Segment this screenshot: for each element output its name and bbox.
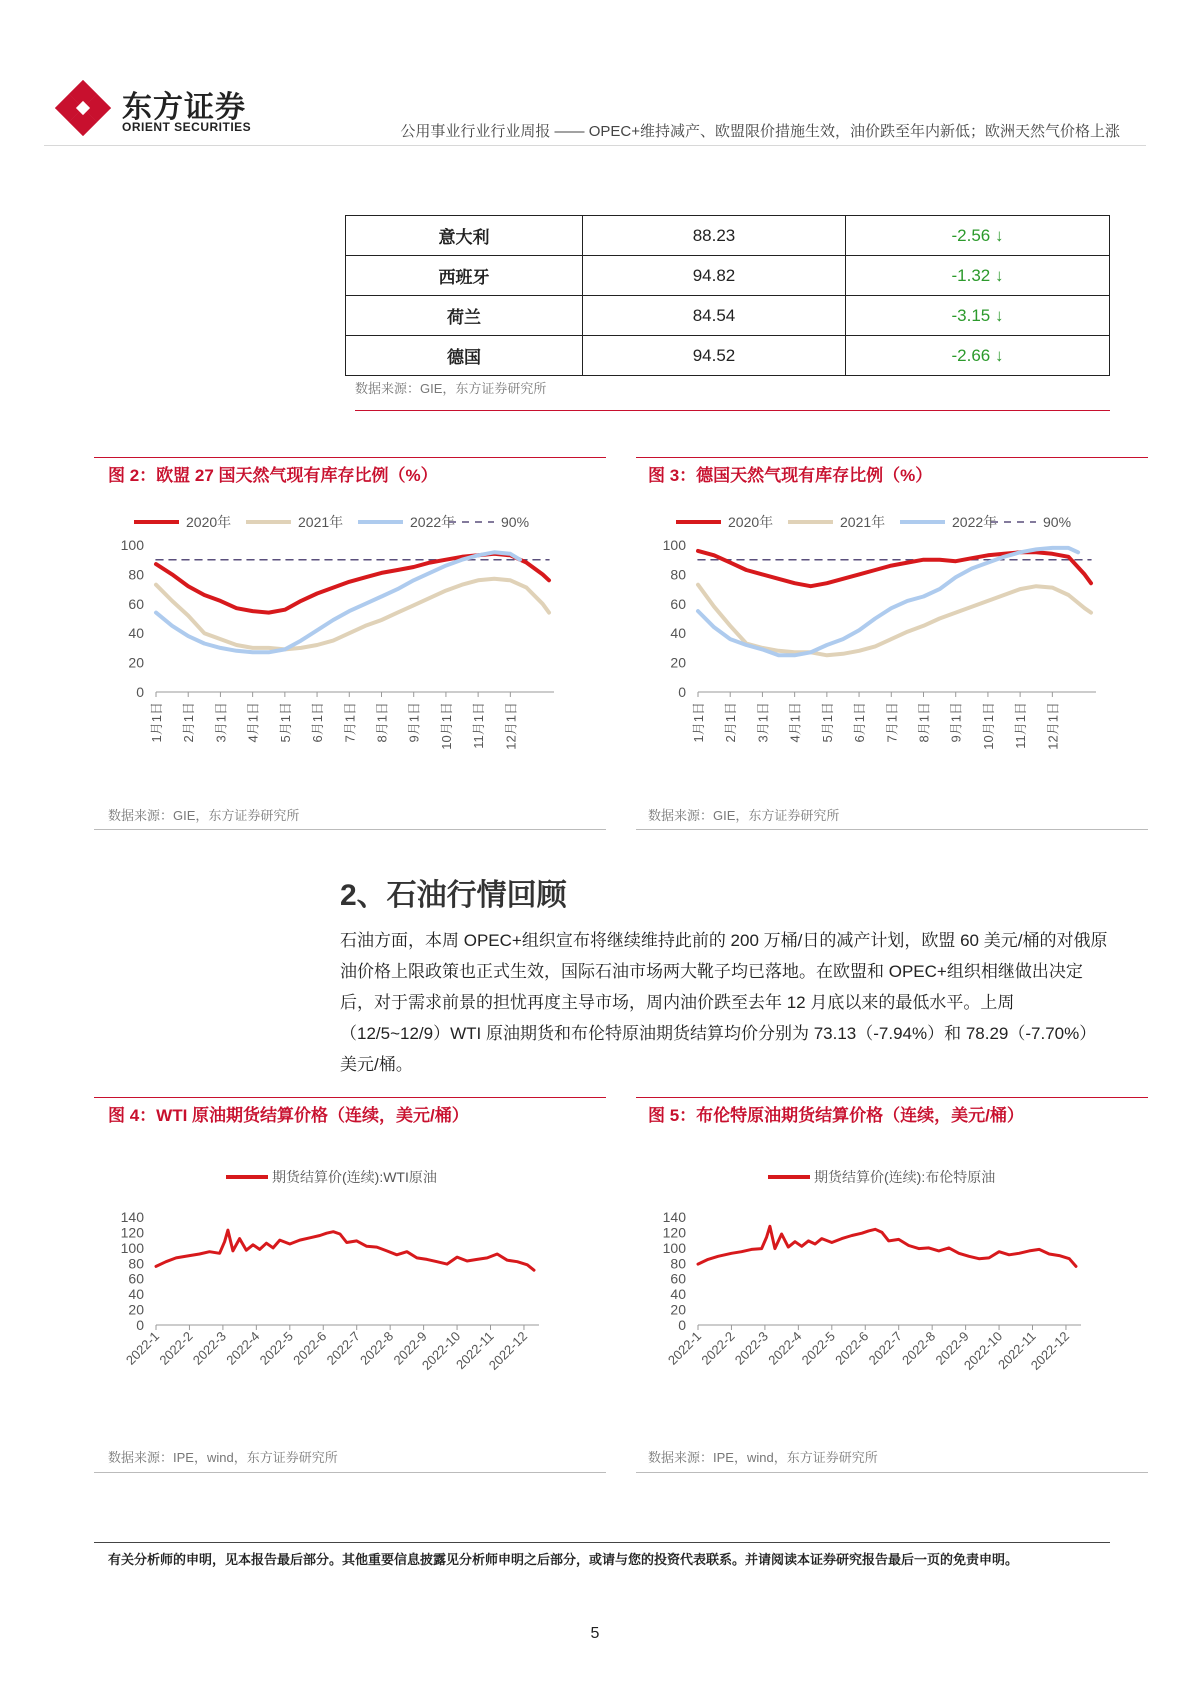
legend-label: 期货结算价(连续):WTI原油 <box>272 1169 437 1185</box>
x-tick-label: 8月1日 <box>374 702 390 743</box>
change-value: -1.32 <box>951 265 991 285</box>
report-title: 公用事业行业行业周报 —— OPEC+维持减产、欧盟限价措施生效，油价跌至年内新低；欧洲天然气价格上涨 <box>400 123 1120 140</box>
fig3-chart <box>636 500 1151 800</box>
table-row <box>346 216 1110 256</box>
x-tick-label: 4月1日 <box>245 702 261 743</box>
x-tick-label: 2022-10 <box>960 1328 1006 1373</box>
y-tick-label: 100 <box>120 1239 144 1256</box>
x-tick-label: 2022-6 <box>832 1328 872 1368</box>
change-cell <box>846 336 1110 376</box>
legend-label: 2020年 <box>728 514 774 530</box>
x-tick-label: 2月1日 <box>181 702 197 743</box>
y-tick-label: 20 <box>128 1301 144 1318</box>
change-cell <box>846 256 1110 296</box>
legend-label: 2021年 <box>840 514 886 530</box>
fig5-title: 图 5：布伦特原油期货结算价格（连续，美元/桶） <box>648 1106 1024 1125</box>
country-cell: 德国 <box>346 336 583 376</box>
x-tick-label: 2022-5 <box>256 1328 296 1368</box>
fig4-source: 数据来源：IPE，wind，东方证券研究所 <box>108 1450 338 1465</box>
footer-disclaimer: 有关分析师的申明，见本报告最后部分。其他重要信息披露见分析师申明之后部分，或请与您的投资代表联系。并请阅读本证券研究报告最后一页的免责申明。 <box>108 1552 1019 1567</box>
y-tick-label: 140 <box>120 1209 144 1225</box>
country-cell: 西班牙 <box>346 256 583 296</box>
fig3-bottom-rule <box>636 829 1148 830</box>
page-number: 5 <box>590 1625 600 1642</box>
x-tick-label: 2022-1 <box>664 1328 705 1368</box>
x-tick-label: 11月1日 <box>471 702 487 749</box>
x-tick-label: 12月1日 <box>1045 702 1061 750</box>
change-cell <box>846 216 1110 256</box>
y-tick-label: 100 <box>662 1239 686 1256</box>
x-tick-label: 7月1日 <box>342 702 358 743</box>
x-tick-label: 2022-9 <box>390 1328 430 1368</box>
x-tick-label: 10月1日 <box>980 702 996 750</box>
x-tick-label: 2022-4 <box>765 1328 805 1368</box>
y-tick-label: 20 <box>670 654 686 671</box>
x-tick-label: 2022-8 <box>899 1328 939 1368</box>
section-title: 2、石油行情回顾 <box>340 879 567 912</box>
y-tick-label: 40 <box>128 625 144 642</box>
legend-label: 2020年 <box>186 514 232 530</box>
x-tick-label: 11月1日 <box>1013 702 1029 749</box>
fig3-top-rule <box>636 457 1148 458</box>
x-tick-label: 2022-5 <box>798 1328 838 1368</box>
fig3-title: 图 3：德国天然气现有库存比例（%） <box>648 466 933 485</box>
y-tick-label: 100 <box>662 537 686 553</box>
legend-label: 90% <box>1043 514 1072 530</box>
x-tick-label: 4月1日 <box>787 702 803 743</box>
fig2-title: 图 2：欧盟 27 国天然气现有库存比例（%） <box>108 466 438 485</box>
fig2-chart <box>94 500 609 800</box>
brand-name-en: ORIENT SECURITIES <box>122 120 252 134</box>
x-tick-label: 2022-3 <box>731 1328 772 1368</box>
y-tick-label: 140 <box>662 1209 686 1225</box>
x-tick-label: 2022-4 <box>223 1328 263 1368</box>
x-tick-label: 2022-12 <box>485 1328 531 1373</box>
series-line-1 <box>698 585 1091 656</box>
x-tick-label: 2022-7 <box>865 1328 905 1368</box>
x-tick-label: 5月1日 <box>819 702 835 743</box>
change-cell <box>846 296 1110 336</box>
x-tick-label: 2022-2 <box>156 1328 196 1368</box>
change-value: -3.15 <box>951 305 991 325</box>
fig5-chart <box>636 1140 1151 1420</box>
x-tick-label: 2022-1 <box>122 1328 163 1368</box>
y-tick-label: 40 <box>128 1286 144 1303</box>
section-paragraph: 石油方面，本周 OPEC+组织宣布将继续维持此前的 200 万桶/日的减产计划，欧盟 60 美元/桶的对俄原油价格上限政策也正式生效，国际石油市场两大靴子均已落地。在欧盟和 OPEC+组织相继做出决定后，对于需求前景的担忧再度主导市场，周内油价跌至去年 12 月底以来的最低水平。上周（12/5~12/9）WTI 原油期货和布伦特原油期货结算均价分别为 73.13（-7.94%）和 78.29（-7.70%）美元/桶。 <box>340 931 1108 1074</box>
y-tick-label: 40 <box>670 1286 686 1303</box>
brand-name-cn: 东方证券 <box>122 91 246 124</box>
x-tick-label: 9月1日 <box>948 702 964 743</box>
country-cell: 意大利 <box>346 216 583 256</box>
footer-divider <box>94 1542 1110 1543</box>
x-tick-label: 3月1日 <box>213 702 229 743</box>
y-tick-label: 60 <box>670 1270 686 1287</box>
series-line-0 <box>156 554 549 613</box>
down-arrow-icon: ↓ <box>994 305 1004 325</box>
value-cell: 84.54 <box>583 296 846 336</box>
y-tick-label: 120 <box>120 1224 144 1241</box>
legend-label: 期货结算价(连续):布伦特原油 <box>814 1169 996 1185</box>
fig5-top-rule <box>636 1097 1148 1098</box>
y-tick-label: 120 <box>662 1224 686 1241</box>
y-tick-label: 80 <box>670 1255 686 1272</box>
legend-label: 90% <box>501 514 530 530</box>
x-tick-label: 5月1日 <box>277 702 293 743</box>
series-line-0 <box>698 551 1091 586</box>
y-tick-label: 60 <box>128 1270 144 1287</box>
down-arrow-icon: ↓ <box>994 225 1004 245</box>
fig5-bottom-rule <box>636 1472 1148 1473</box>
x-tick-label: 2022-8 <box>357 1328 397 1368</box>
table-row <box>346 256 1110 296</box>
header-divider <box>44 145 1146 146</box>
y-tick-label: 0 <box>678 1317 686 1333</box>
fig2-top-rule <box>94 457 606 458</box>
company-logo <box>55 80 111 136</box>
table-source: 数据来源：GIE，东方证券研究所 <box>355 381 547 396</box>
legend-label: 2021年 <box>298 514 344 530</box>
fig3-source: 数据来源：GIE，东方证券研究所 <box>648 808 840 823</box>
y-tick-label: 0 <box>136 684 144 700</box>
value-cell: 88.23 <box>583 216 846 256</box>
fig5-source: 数据来源：IPE，wind，东方证券研究所 <box>648 1450 878 1465</box>
fig4-chart <box>94 1140 609 1420</box>
down-arrow-icon: ↓ <box>994 345 1004 365</box>
x-tick-label: 6月1日 <box>310 702 326 743</box>
x-tick-label: 6月1日 <box>852 702 868 743</box>
y-tick-label: 60 <box>670 595 686 612</box>
x-tick-label: 10月1日 <box>438 702 454 750</box>
x-tick-label: 1月1日 <box>691 702 706 743</box>
x-tick-label: 3月1日 <box>755 702 771 743</box>
x-tick-label: 9月1日 <box>406 702 422 743</box>
fig4-top-rule <box>94 1097 606 1098</box>
x-tick-label: 2022-2 <box>698 1328 738 1368</box>
x-tick-label: 12月1日 <box>503 702 519 750</box>
x-tick-label: 2022-9 <box>932 1328 972 1368</box>
x-tick-label: 2022-11 <box>994 1328 1039 1373</box>
x-tick-label: 7月1日 <box>884 702 900 743</box>
legend-label: 2022年 <box>952 514 998 530</box>
series-line-0 <box>698 1226 1076 1266</box>
fig2-source: 数据来源：GIE，东方证券研究所 <box>108 808 300 823</box>
storage-table <box>345 215 1110 376</box>
y-tick-label: 0 <box>136 1317 144 1333</box>
x-tick-label: 2022-12 <box>1027 1328 1073 1373</box>
x-tick-label: 8月1日 <box>916 702 932 743</box>
x-tick-label: 2022-10 <box>418 1328 464 1373</box>
y-tick-label: 80 <box>128 566 144 583</box>
y-tick-label: 80 <box>128 1255 144 1272</box>
x-tick-label: 2022-6 <box>290 1328 330 1368</box>
y-tick-label: 40 <box>670 625 686 642</box>
y-tick-label: 60 <box>128 595 144 612</box>
y-tick-label: 20 <box>128 654 144 671</box>
y-tick-label: 0 <box>678 684 686 700</box>
change-value: -2.66 <box>951 345 991 365</box>
x-tick-label: 1月1日 <box>149 702 164 743</box>
table-row <box>346 336 1110 376</box>
fig4-bottom-rule <box>94 1472 606 1473</box>
change-value: -2.56 <box>951 225 991 245</box>
y-tick-label: 80 <box>670 566 686 583</box>
x-tick-label: 2022-11 <box>452 1328 497 1373</box>
table-source-divider <box>355 410 1110 411</box>
x-tick-label: 2月1日 <box>723 702 739 743</box>
y-tick-label: 100 <box>120 537 144 553</box>
fig4-title: 图 4：WTI 原油期货结算价格（连续，美元/桶） <box>108 1106 469 1125</box>
country-cell: 荷兰 <box>346 296 583 336</box>
legend-label: 2022年 <box>410 514 456 530</box>
x-tick-label: 2022-3 <box>189 1328 230 1368</box>
y-tick-label: 20 <box>670 1301 686 1318</box>
table-row <box>346 296 1110 336</box>
value-cell: 94.52 <box>583 336 846 376</box>
down-arrow-icon: ↓ <box>994 265 1004 285</box>
fig2-bottom-rule <box>94 829 606 830</box>
x-tick-label: 2022-7 <box>323 1328 363 1368</box>
series-line-1 <box>156 579 549 650</box>
value-cell: 94.82 <box>583 256 846 296</box>
series-line-0 <box>156 1230 534 1270</box>
